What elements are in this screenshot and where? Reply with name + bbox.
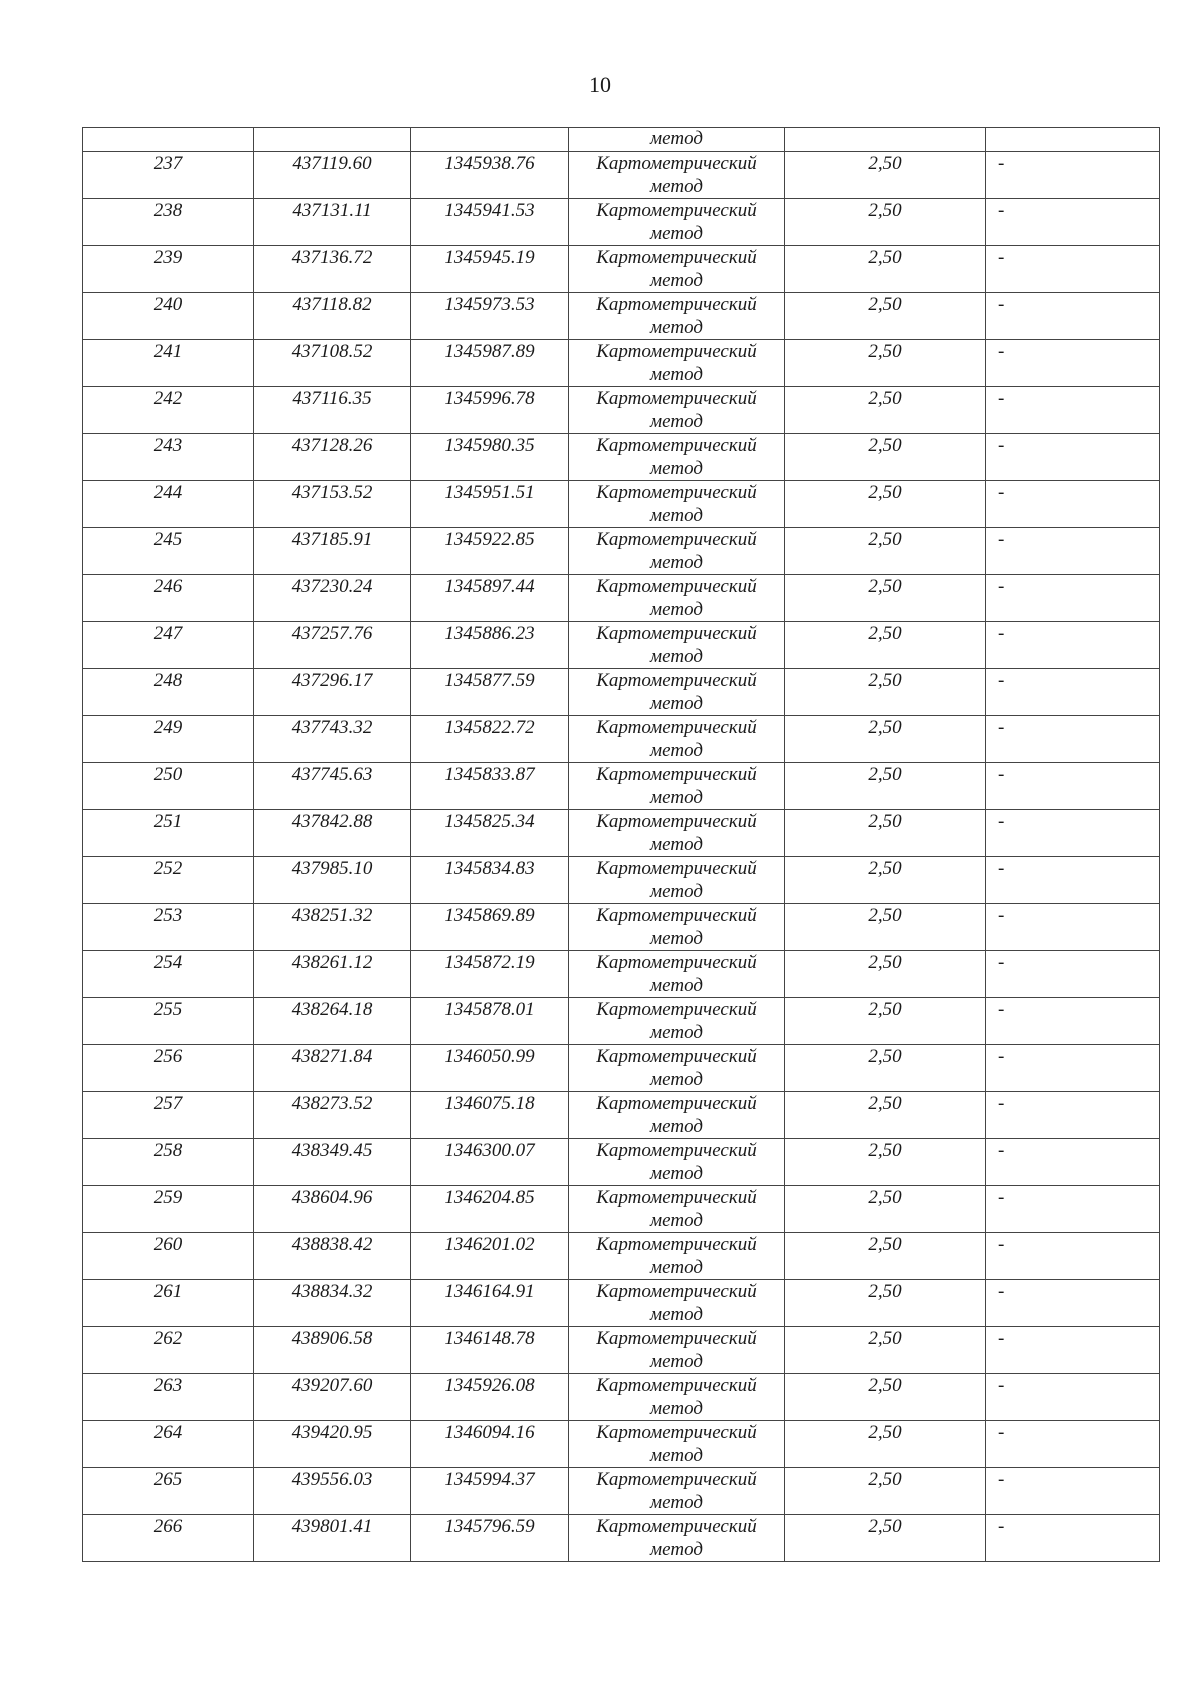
precision-cell: 2,50	[785, 528, 986, 575]
y-coordinate-cell: 1345926.08	[411, 1374, 569, 1421]
note-cell: -	[986, 1092, 1160, 1139]
y-coordinate-cell: 1346075.18	[411, 1092, 569, 1139]
y-coordinate-cell: 1345796.59	[411, 1515, 569, 1562]
method-line-2: метод	[650, 458, 703, 479]
y-coordinate-cell: 1345822.72	[411, 716, 569, 763]
method-cell	[569, 1233, 785, 1280]
point-number-cell: 237	[83, 152, 254, 199]
method-cell	[569, 1421, 785, 1468]
table-row	[83, 1233, 1160, 1280]
method-line-1: Картометрический	[596, 1140, 757, 1161]
y-coordinate-cell: 1345877.59	[411, 669, 569, 716]
y-coordinate-cell: 1345872.19	[411, 951, 569, 998]
point-number-cell: 261	[83, 1280, 254, 1327]
method-cell	[569, 528, 785, 575]
note-cell: -	[986, 1468, 1160, 1515]
method-line-1: Картометрический	[596, 717, 757, 738]
method-line-2: метод	[650, 1022, 703, 1043]
table-row	[83, 763, 1160, 810]
note-cell: -	[986, 810, 1160, 857]
x-coordinate-cell: 437257.76	[254, 622, 411, 669]
note-cell: -	[986, 998, 1160, 1045]
point-number-cell: 265	[83, 1468, 254, 1515]
x-coordinate-cell: 438261.12	[254, 951, 411, 998]
method-line-2: метод	[650, 1492, 703, 1513]
x-coordinate-cell: 437116.35	[254, 387, 411, 434]
y-coordinate-cell: 1346164.91	[411, 1280, 569, 1327]
point-number-cell: 262	[83, 1327, 254, 1374]
y-coordinate-cell: 1345973.53	[411, 293, 569, 340]
note-cell: -	[986, 199, 1160, 246]
precision-cell: 2,50	[785, 1421, 986, 1468]
method-line-2: метод	[650, 787, 703, 808]
note-cell: -	[986, 904, 1160, 951]
precision-cell: 2,50	[785, 434, 986, 481]
point-number-cell: 252	[83, 857, 254, 904]
precision-cell: 2,50	[785, 1139, 986, 1186]
table-row	[83, 857, 1160, 904]
y-coordinate-cell: 1345897.44	[411, 575, 569, 622]
method-line-2: метод	[650, 740, 703, 761]
precision-cell: 2,50	[785, 857, 986, 904]
method-line-1: Картометрический	[596, 1422, 757, 1443]
method-line-1: Картометрический	[596, 1281, 757, 1302]
table-row	[83, 904, 1160, 951]
precision-cell: 2,50	[785, 481, 986, 528]
page-number: 10	[589, 72, 611, 97]
table-row	[83, 575, 1160, 622]
note-cell: -	[986, 575, 1160, 622]
continuation-cell-note	[986, 128, 1160, 152]
method-line-2: метод	[650, 646, 703, 667]
x-coordinate-cell: 438906.58	[254, 1327, 411, 1374]
note-cell: -	[986, 1045, 1160, 1092]
x-coordinate-cell: 437108.52	[254, 340, 411, 387]
x-coordinate-cell: 438273.52	[254, 1092, 411, 1139]
method-line-2: метод	[650, 1257, 703, 1278]
note-cell: -	[986, 951, 1160, 998]
x-coordinate-cell: 437745.63	[254, 763, 411, 810]
precision-cell: 2,50	[785, 199, 986, 246]
method-line-2: метод	[650, 552, 703, 573]
note-cell: -	[986, 1186, 1160, 1233]
y-coordinate-cell: 1345878.01	[411, 998, 569, 1045]
table-row	[83, 481, 1160, 528]
x-coordinate-cell: 439420.95	[254, 1421, 411, 1468]
y-coordinate-cell: 1346148.78	[411, 1327, 569, 1374]
method-cell	[569, 669, 785, 716]
method-line-2: метод	[650, 1163, 703, 1184]
precision-cell: 2,50	[785, 1374, 986, 1421]
method-line-1: Картометрический	[596, 623, 757, 644]
method-line-2: метод	[650, 834, 703, 855]
note-cell: -	[986, 1515, 1160, 1562]
table-row	[83, 199, 1160, 246]
point-number-cell: 243	[83, 434, 254, 481]
table-row	[83, 1092, 1160, 1139]
point-number-cell: 256	[83, 1045, 254, 1092]
point-number-cell: 255	[83, 998, 254, 1045]
x-coordinate-cell: 437128.26	[254, 434, 411, 481]
method-line-1: Картометрический	[596, 200, 757, 221]
precision-cell: 2,50	[785, 293, 986, 340]
method-line-2: метод	[650, 881, 703, 902]
note-cell: -	[986, 1421, 1160, 1468]
coordinates-table-body	[83, 128, 1160, 1562]
y-coordinate-cell: 1345922.85	[411, 528, 569, 575]
point-number-cell: 245	[83, 528, 254, 575]
table-row	[83, 246, 1160, 293]
x-coordinate-cell: 437136.72	[254, 246, 411, 293]
method-line-1: Картометрический	[596, 294, 757, 315]
x-coordinate-cell: 439207.60	[254, 1374, 411, 1421]
method-cell	[569, 293, 785, 340]
precision-cell: 2,50	[785, 1327, 986, 1374]
y-coordinate-cell: 1346204.85	[411, 1186, 569, 1233]
x-coordinate-cell: 438604.96	[254, 1186, 411, 1233]
x-coordinate-cell: 439801.41	[254, 1515, 411, 1562]
x-coordinate-cell: 438838.42	[254, 1233, 411, 1280]
note-cell: -	[986, 293, 1160, 340]
y-coordinate-cell: 1345980.35	[411, 434, 569, 481]
precision-cell: 2,50	[785, 1468, 986, 1515]
method-line-1: Картометрический	[596, 952, 757, 973]
note-cell: -	[986, 434, 1160, 481]
point-number-cell: 241	[83, 340, 254, 387]
point-number-cell: 266	[83, 1515, 254, 1562]
precision-cell: 2,50	[785, 152, 986, 199]
method-line-2: метод	[650, 1398, 703, 1419]
method-cell	[569, 1092, 785, 1139]
y-coordinate-cell: 1345994.37	[411, 1468, 569, 1515]
point-number-cell: 264	[83, 1421, 254, 1468]
method-line-1: Картометрический	[596, 482, 757, 503]
method-line-2: метод	[650, 364, 703, 385]
y-coordinate-cell: 1345886.23	[411, 622, 569, 669]
x-coordinate-cell: 438834.32	[254, 1280, 411, 1327]
point-number-cell: 263	[83, 1374, 254, 1421]
point-number-cell: 254	[83, 951, 254, 998]
method-line-1: Картометрический	[596, 529, 757, 550]
method-line-1: Картометрический	[596, 388, 757, 409]
point-number-cell: 246	[83, 575, 254, 622]
table-row	[83, 1468, 1160, 1515]
y-coordinate-cell: 1345951.51	[411, 481, 569, 528]
table-row	[83, 622, 1160, 669]
x-coordinate-cell: 439556.03	[254, 1468, 411, 1515]
y-coordinate-cell: 1345825.34	[411, 810, 569, 857]
precision-cell: 2,50	[785, 575, 986, 622]
precision-cell: 2,50	[785, 810, 986, 857]
note-cell: -	[986, 669, 1160, 716]
table-row	[83, 528, 1160, 575]
note-cell: -	[986, 763, 1160, 810]
method-cell	[569, 434, 785, 481]
table-row	[83, 951, 1160, 998]
x-coordinate-cell: 437985.10	[254, 857, 411, 904]
method-line-2: метод	[650, 223, 703, 244]
point-number-cell: 257	[83, 1092, 254, 1139]
x-coordinate-cell: 437743.32	[254, 716, 411, 763]
precision-cell: 2,50	[785, 1515, 986, 1562]
note-cell: -	[986, 246, 1160, 293]
continuation-cell-y	[411, 128, 569, 152]
method-cell	[569, 716, 785, 763]
y-coordinate-cell: 1345869.89	[411, 904, 569, 951]
method-cell	[569, 1468, 785, 1515]
method-line-2: метод	[650, 411, 703, 432]
method-line-1: Картометрический	[596, 1093, 757, 1114]
method-line-1: Картометрический	[596, 1516, 757, 1537]
precision-cell: 2,50	[785, 340, 986, 387]
y-coordinate-cell: 1346050.99	[411, 1045, 569, 1092]
note-cell: -	[986, 1327, 1160, 1374]
y-coordinate-cell: 1345996.78	[411, 387, 569, 434]
precision-cell: 2,50	[785, 1092, 986, 1139]
y-coordinate-cell: 1345938.76	[411, 152, 569, 199]
method-line-1: Картометрический	[596, 153, 757, 174]
method-cell	[569, 1045, 785, 1092]
method-cell	[569, 1186, 785, 1233]
method-line-1: Картометрический	[596, 670, 757, 691]
table-row	[83, 1421, 1160, 1468]
point-number-cell: 244	[83, 481, 254, 528]
note-cell: -	[986, 1374, 1160, 1421]
y-coordinate-cell: 1345987.89	[411, 340, 569, 387]
continuation-cell-x	[254, 128, 411, 152]
x-coordinate-cell: 437153.52	[254, 481, 411, 528]
method-line-2: метод	[650, 928, 703, 949]
method-cell	[569, 1280, 785, 1327]
y-coordinate-cell: 1345834.83	[411, 857, 569, 904]
y-coordinate-cell: 1345945.19	[411, 246, 569, 293]
method-line-1: Картометрический	[596, 247, 757, 268]
precision-cell: 2,50	[785, 716, 986, 763]
point-number-cell: 251	[83, 810, 254, 857]
precision-cell: 2,50	[785, 669, 986, 716]
y-coordinate-cell: 1345941.53	[411, 199, 569, 246]
method-line-1: Картометрический	[596, 1187, 757, 1208]
precision-cell: 2,50	[785, 998, 986, 1045]
method-cell	[569, 857, 785, 904]
table-row	[83, 293, 1160, 340]
x-coordinate-cell: 437842.88	[254, 810, 411, 857]
method-cell	[569, 998, 785, 1045]
method-cell	[569, 763, 785, 810]
method-line-2: метод	[650, 1351, 703, 1372]
method-cell	[569, 1327, 785, 1374]
method-cell	[569, 810, 785, 857]
x-coordinate-cell: 438251.32	[254, 904, 411, 951]
method-cell	[569, 340, 785, 387]
method-cell	[569, 904, 785, 951]
note-cell: -	[986, 340, 1160, 387]
precision-cell: 2,50	[785, 763, 986, 810]
x-coordinate-cell: 437119.60	[254, 152, 411, 199]
x-coordinate-cell: 437185.91	[254, 528, 411, 575]
note-cell: -	[986, 622, 1160, 669]
table-row	[83, 1139, 1160, 1186]
point-number-cell: 260	[83, 1233, 254, 1280]
point-number-cell: 238	[83, 199, 254, 246]
x-coordinate-cell: 438349.45	[254, 1139, 411, 1186]
y-coordinate-cell: 1346201.02	[411, 1233, 569, 1280]
continuation-row	[83, 128, 1160, 152]
y-coordinate-cell: 1346094.16	[411, 1421, 569, 1468]
method-cell	[569, 387, 785, 434]
method-cell	[569, 481, 785, 528]
method-line-1: Картометрический	[596, 1234, 757, 1255]
method-line-1: Картометрический	[596, 1046, 757, 1067]
method-line-2: метод	[650, 1116, 703, 1137]
table-row	[83, 669, 1160, 716]
method-line-1: Картометрический	[596, 811, 757, 832]
coordinates-table	[82, 127, 1160, 1562]
point-number-cell: 248	[83, 669, 254, 716]
method-line-2: метод	[650, 317, 703, 338]
method-line-2: метод	[650, 176, 703, 197]
method-line-1: Картометрический	[596, 435, 757, 456]
method-line-1: Картометрический	[596, 341, 757, 362]
table-row	[83, 1327, 1160, 1374]
precision-cell: 2,50	[785, 1186, 986, 1233]
method-cell	[569, 152, 785, 199]
method-line-2: метод	[650, 1539, 703, 1560]
method-line-2: метод	[650, 270, 703, 291]
method-line-1: Картометрический	[596, 999, 757, 1020]
precision-cell: 2,50	[785, 1280, 986, 1327]
method-line-2: метод	[650, 1304, 703, 1325]
table-row	[83, 998, 1160, 1045]
precision-cell: 2,50	[785, 951, 986, 998]
note-cell: -	[986, 387, 1160, 434]
method-line-1: Картометрический	[596, 576, 757, 597]
x-coordinate-cell: 437118.82	[254, 293, 411, 340]
method-line-2: метод	[650, 693, 703, 714]
method-cell	[569, 1374, 785, 1421]
table-row	[83, 1045, 1160, 1092]
table-row	[83, 1374, 1160, 1421]
table-row	[83, 1515, 1160, 1562]
method-cell	[569, 199, 785, 246]
y-coordinate-cell: 1345833.87	[411, 763, 569, 810]
x-coordinate-cell: 437230.24	[254, 575, 411, 622]
method-line-2: метод	[650, 975, 703, 996]
method-cell	[569, 622, 785, 669]
table-row	[83, 1186, 1160, 1233]
note-cell: -	[986, 857, 1160, 904]
method-line-2: метод	[650, 505, 703, 526]
note-cell: -	[986, 1139, 1160, 1186]
method-line-2: метод	[650, 1069, 703, 1090]
method-line-1: Картометрический	[596, 905, 757, 926]
note-cell: -	[986, 1233, 1160, 1280]
table-row	[83, 810, 1160, 857]
method-cell	[569, 951, 785, 998]
precision-cell: 2,50	[785, 622, 986, 669]
point-number-cell: 247	[83, 622, 254, 669]
precision-cell: 2,50	[785, 1045, 986, 1092]
method-line-2: метод	[650, 1445, 703, 1466]
x-coordinate-cell: 437296.17	[254, 669, 411, 716]
method-line-2: метод	[650, 599, 703, 620]
point-number-cell: 249	[83, 716, 254, 763]
point-number-cell: 250	[83, 763, 254, 810]
table-row	[83, 152, 1160, 199]
y-coordinate-cell: 1346300.07	[411, 1139, 569, 1186]
point-number-cell: 258	[83, 1139, 254, 1186]
note-cell: -	[986, 152, 1160, 199]
point-number-cell: 242	[83, 387, 254, 434]
point-number-cell: 253	[83, 904, 254, 951]
note-cell: -	[986, 481, 1160, 528]
continuation-cell-number	[83, 128, 254, 152]
method-cell	[569, 1139, 785, 1186]
method-line-2: метод	[650, 1210, 703, 1231]
point-number-cell: 240	[83, 293, 254, 340]
note-cell: -	[986, 528, 1160, 575]
method-line-1: Картометрический	[596, 1375, 757, 1396]
x-coordinate-cell: 437131.11	[254, 199, 411, 246]
continuation-cell-precision	[785, 128, 986, 152]
table-row	[83, 434, 1160, 481]
method-line-1: Картометрический	[596, 1469, 757, 1490]
point-number-cell: 239	[83, 246, 254, 293]
table-row	[83, 716, 1160, 763]
method-cell	[569, 246, 785, 293]
note-cell: -	[986, 716, 1160, 763]
precision-cell: 2,50	[785, 1233, 986, 1280]
precision-cell: 2,50	[785, 246, 986, 293]
method-line-1: Картометрический	[596, 1328, 757, 1349]
point-number-cell: 259	[83, 1186, 254, 1233]
method-line-1: Картометрический	[596, 764, 757, 785]
table-row	[83, 1280, 1160, 1327]
x-coordinate-cell: 438271.84	[254, 1045, 411, 1092]
method-cell	[569, 575, 785, 622]
precision-cell: 2,50	[785, 904, 986, 951]
continuation-cell-method: метод	[569, 128, 785, 152]
precision-cell: 2,50	[785, 387, 986, 434]
table-row	[83, 387, 1160, 434]
method-cell	[569, 1515, 785, 1562]
x-coordinate-cell: 438264.18	[254, 998, 411, 1045]
table-row	[83, 340, 1160, 387]
note-cell: -	[986, 1280, 1160, 1327]
method-line-1: Картометрический	[596, 858, 757, 879]
